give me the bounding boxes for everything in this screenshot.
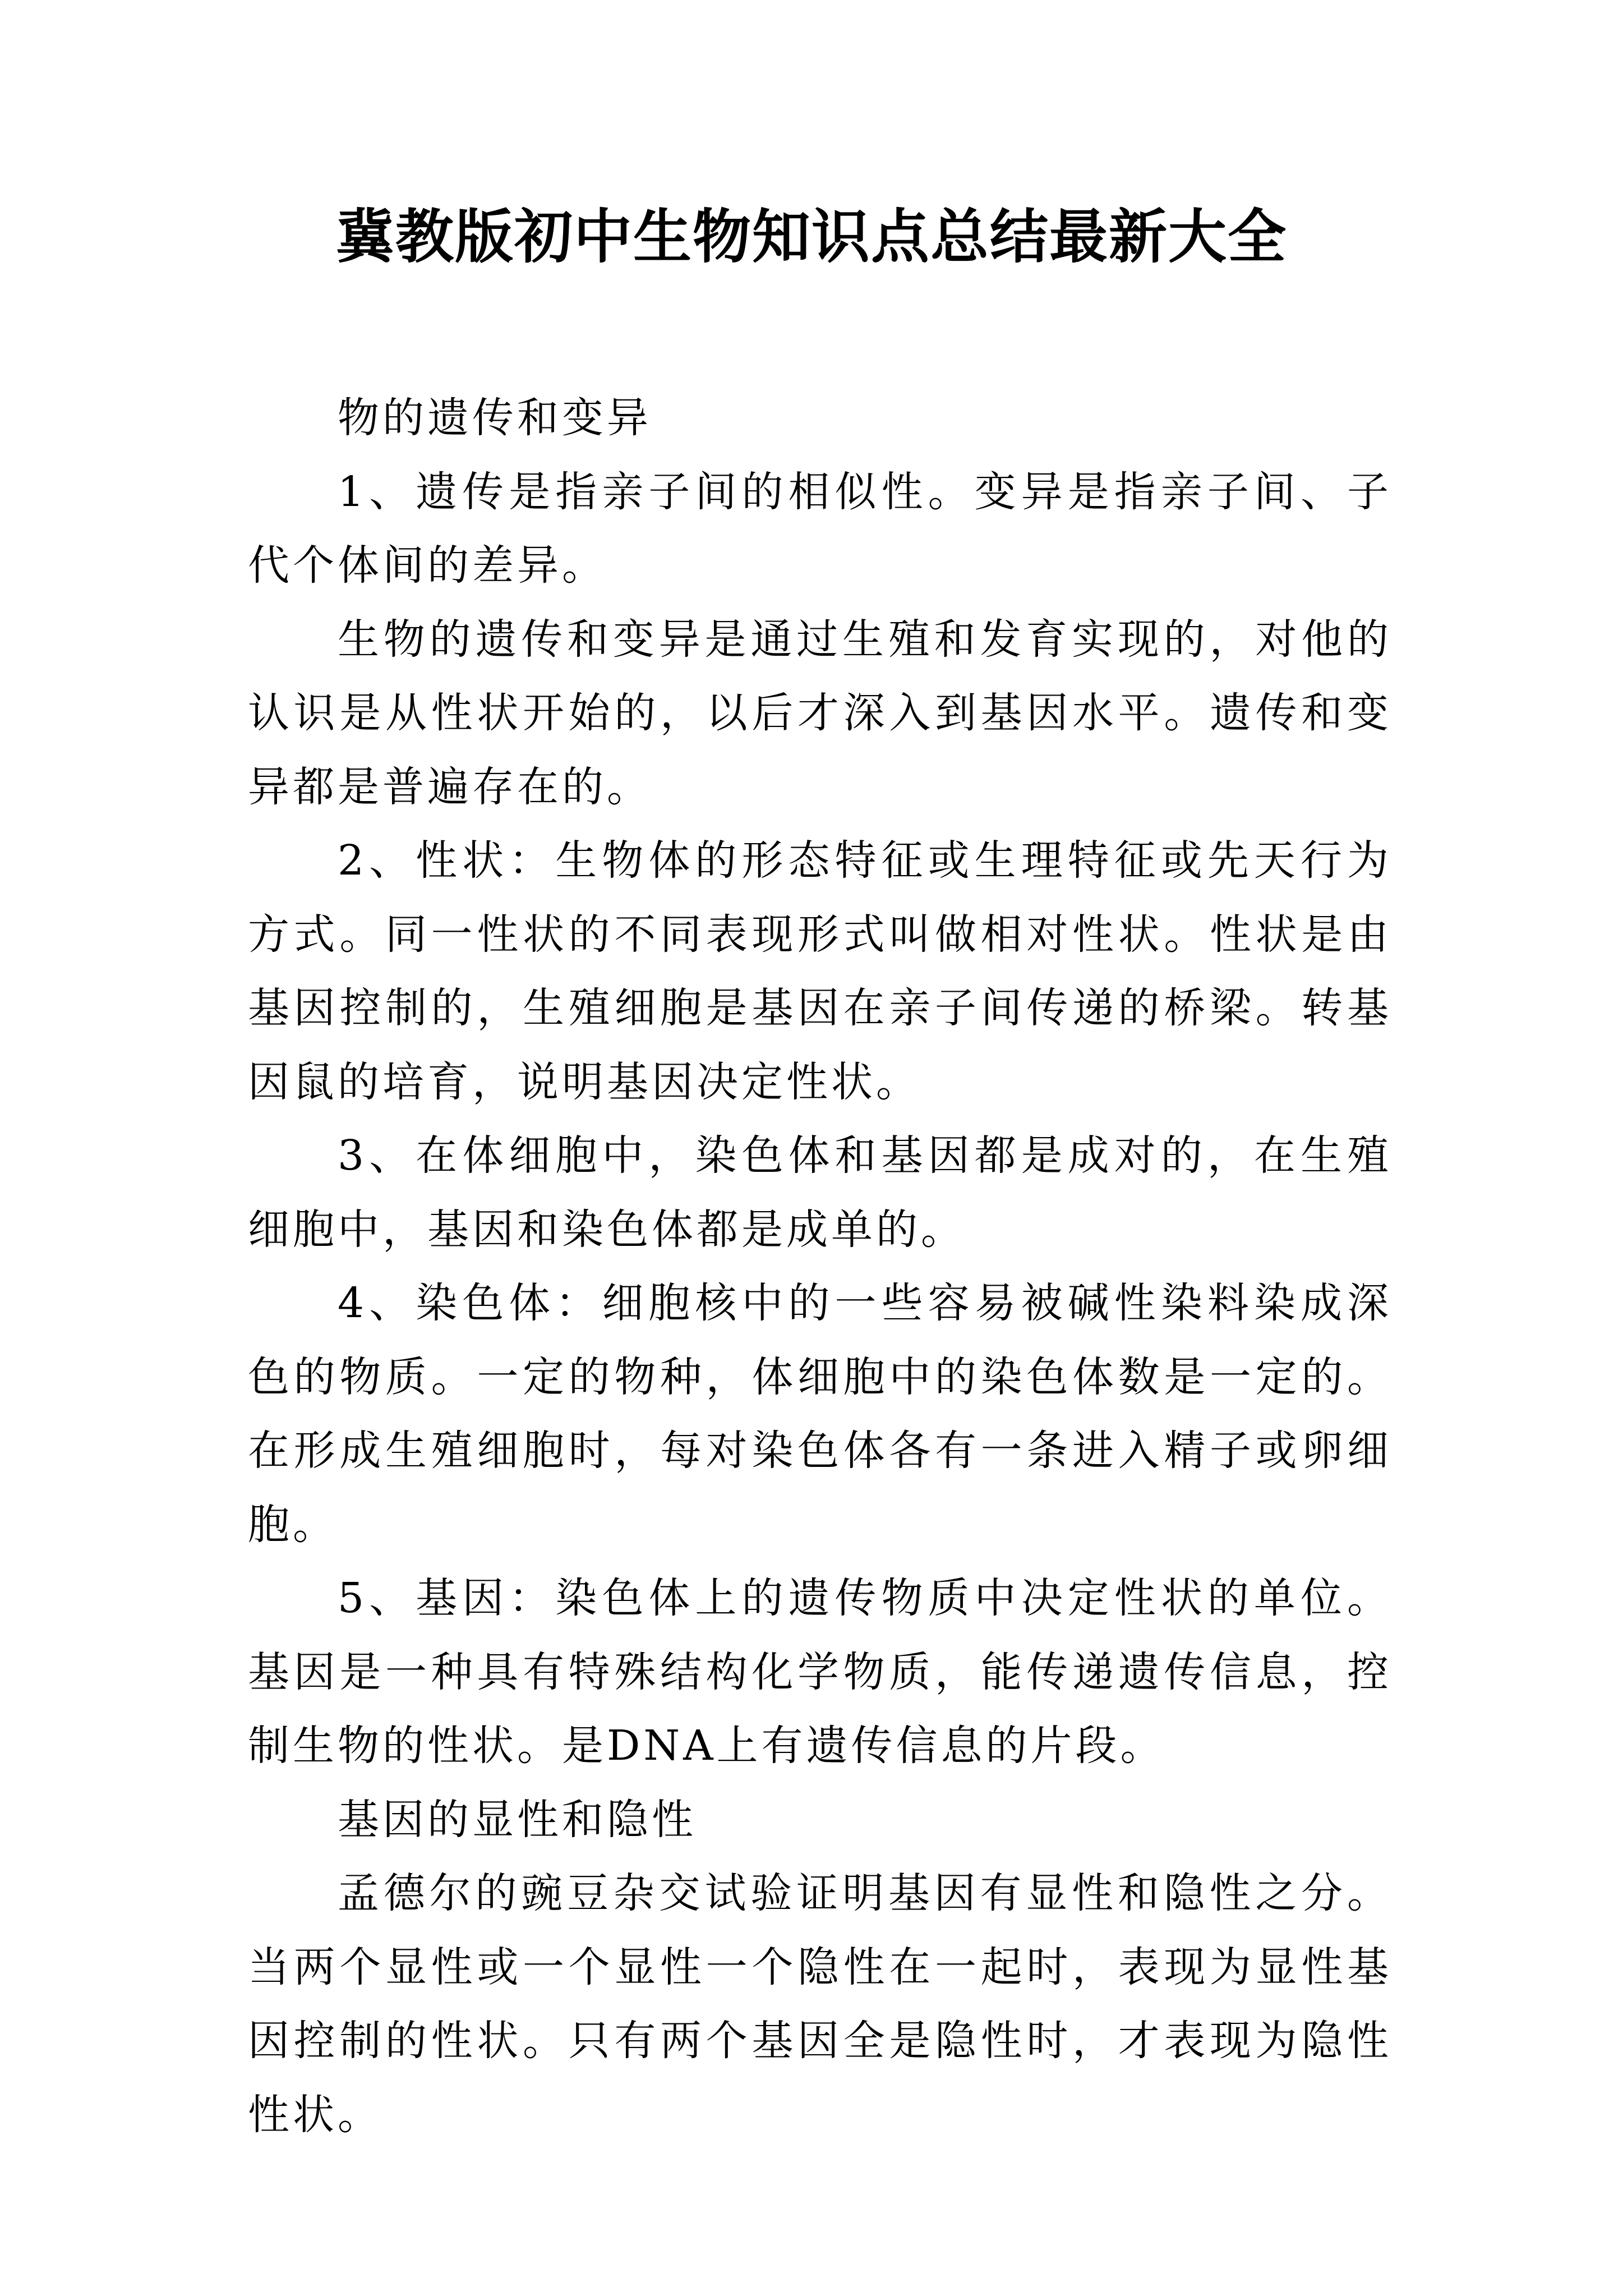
paragraph-2: 生物的遗传和变异是通过生殖和发育实现的，对他的认识是从性状开始的，以后才深入到基因水平。遗传和变异都是普遍存在的。 — [248, 615, 1392, 811]
document-body — [248, 381, 1392, 2152]
document-title: 冀教版初中生物知识点总结最新大全 — [335, 203, 1287, 271]
paragraph-5: 4、染色体：细胞核中的一些容易被碱性染料染成深色的物质。一定的物种，体细胞中的染色体数是一定的。在形成生殖细胞时，每对染色体各有一条进入精子或卵细胞。 — [248, 1279, 1392, 1549]
paragraph-4: 3、在体细胞中，染色体和基因都是成对的，在生殖细胞中，基因和染色体都是成单的。 — [248, 1131, 1392, 1254]
paragraph-7: 孟德尔的豌豆杂交试验证明基因有显性和隐性之分。当两个显性或一个显性一个隐性在一起时，表现为显性基因控制的性状。只有两个基因全是隐性时，才表现为隐性性状。 — [248, 1869, 1392, 2139]
section-heading-heredity: 物的遗传和变异 — [338, 394, 652, 442]
paragraph-6: 5、基因：染色体上的遗传物质中决定性状的单位。基因是一种具有特殊结构化学物质，能传递遗传信息，控制生物的性状。是DNA上有遗传信息的片段。 — [248, 1574, 1392, 1770]
paragraph-3: 2、性状：生物体的形态特征或生理特征或先天行为方式。同一性状的不同表现形式叫做相对性状。性状是由基因控制的，生殖细胞是基因在亲子间传递的桥梁。转基因鼠的培育，说明基因决定性状。 — [248, 836, 1392, 1106]
section-heading-dominance: 基因的显性和隐性 — [338, 1795, 697, 1844]
paragraph-1: 1、遗传是指亲子间的相似性。变异是指亲子间、子代个体间的差异。 — [248, 467, 1392, 590]
